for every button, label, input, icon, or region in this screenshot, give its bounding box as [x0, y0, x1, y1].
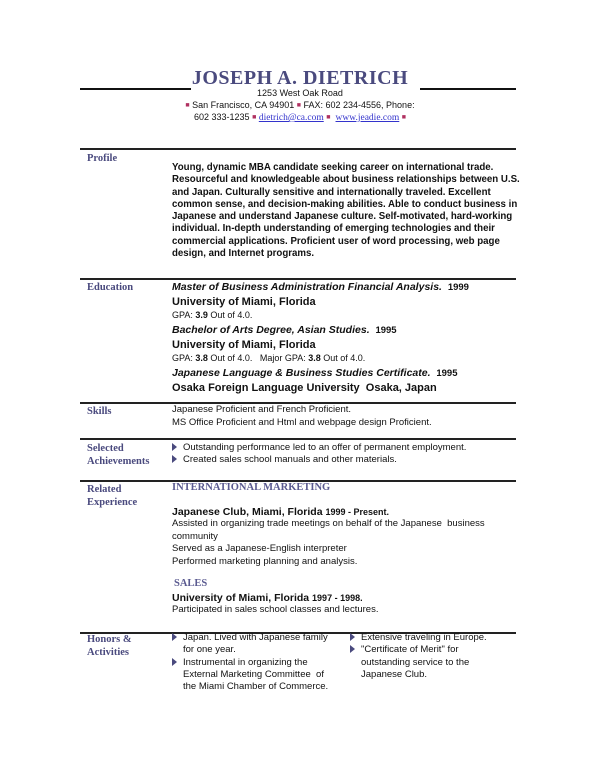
- triangle-bullet-icon: [172, 658, 177, 666]
- experience-line: Assisted in organizing trade meetings on behalf of the Japanese business: [172, 518, 485, 529]
- achievements-list: [172, 442, 466, 467]
- list-item-cont: External Marketing Committee of: [183, 668, 324, 680]
- triangle-bullet-icon: [350, 645, 355, 653]
- triangle-bullet-icon: [172, 443, 177, 451]
- profile-line: Japanese and understand Japanese culture. Self-motivated, hard-working: [172, 211, 513, 223]
- list-item-cont: for one year.: [183, 644, 236, 656]
- fax-phone: FAX: 602 234-4556, Phone:: [303, 100, 415, 110]
- degree: Bachelor of Arts Degree, Asian Studies. 1995: [172, 324, 397, 336]
- education-label: Education: [87, 282, 134, 293]
- profile-text: [172, 162, 520, 260]
- degree: Japanese Language & Business Studies Certificate. 1995: [172, 367, 458, 379]
- list-item: Extensive traveling in Europe.: [350, 632, 487, 644]
- profile-line: design, and Internet programs.: [172, 248, 315, 260]
- skill-line: MS Office Proficient and Html and webpage design Proficient.: [172, 416, 432, 428]
- list-item: Created sales school manuals and other materials.: [172, 454, 466, 466]
- triangle-bullet-icon: [172, 633, 177, 641]
- profile-line: and Japan. Culturally sensitive and internationally traveled. Excellent: [172, 186, 491, 198]
- gpa: GPA: 3.8 Out of 4.0. Major GPA: 3.8 Out of 4.0.: [172, 353, 366, 363]
- profile-label: Profile: [87, 153, 118, 164]
- skills-list: [172, 404, 432, 429]
- list-item: Outstanding performance led to an offer of permanent employment.: [172, 442, 466, 454]
- skills-label: Skills: [87, 406, 112, 417]
- triangle-bullet-icon: [172, 455, 177, 463]
- list-item-cont: the Miami Chamber of Commerce.: [183, 681, 329, 693]
- honors-col-2: [350, 632, 487, 681]
- address: 1253 West Oak Road: [257, 88, 343, 98]
- profile-line: Young, dynamic MBA candidate seeking career on international trade.: [172, 162, 494, 173]
- list-item: Instrumental in organizing the: [172, 657, 328, 669]
- skill-line: Japanese Proficient and French Proficient.: [172, 404, 352, 415]
- gpa: GPA: 3.9 Out of 4.0.: [172, 310, 253, 320]
- list-item-cont: Japanese Club.: [361, 668, 428, 680]
- degree: Master of Business Administration Financial Analysis. 1999: [172, 281, 469, 293]
- experience-label: Related Experience: [87, 484, 138, 508]
- list-item-cont: outstanding service to the: [361, 656, 470, 668]
- list-item: "Certificate of Merit" for: [350, 644, 487, 656]
- school: University of Miami, Florida: [172, 339, 316, 351]
- experience-list: [172, 482, 485, 617]
- candidate-name: JOSEPH A. DIETRICH: [191, 67, 409, 89]
- experience-line: community: [172, 530, 218, 542]
- triangle-bullet-icon: [350, 633, 355, 641]
- contact-line: ■ San Francisco, CA 94901 ■ FAX: 602 234-4556, Phone:: [185, 100, 415, 110]
- email-link[interactable]: dietrich@ca.com: [258, 113, 324, 123]
- experience-line: Served as a Japanese-English interpreter: [172, 543, 347, 554]
- section-rule: [80, 438, 516, 440]
- list-item: Japan. Lived with Japanese family: [172, 632, 328, 644]
- contact-line-2: 602 333-1235 ■ dietrich@ca.com ■ www.jeadie.com ■: [193, 112, 407, 123]
- website-link[interactable]: www.jeadie.com: [335, 113, 400, 123]
- experience-line: Performed marketing planning and analysis.: [172, 555, 358, 567]
- profile-line: individual. In-depth understanding of emerging technologies and their: [172, 223, 495, 235]
- achievements-label: Selected Achievements: [87, 443, 150, 467]
- school: Osaka Foreign Language University Osaka, Japan: [172, 382, 437, 394]
- experience-line: Participated in sales school classes and lectures.: [172, 604, 379, 615]
- experience-title: SALES: [174, 578, 208, 589]
- honors-col-1: [172, 632, 328, 693]
- profile-line: commercial applications. Proficient user of word processing, web page: [172, 235, 500, 247]
- city: San Francisco, CA 94901: [192, 100, 295, 110]
- profile-line: common sense, and decision-making abilities. Able to conduct business in: [172, 198, 518, 210]
- section-rule: [80, 148, 516, 150]
- education-list: [172, 280, 469, 395]
- experience-org: University of Miami, Florida 1997 - 1998.: [172, 591, 363, 604]
- experience-title: INTERNATIONAL MARKETING: [172, 482, 331, 493]
- phone: 602 333-1235: [193, 112, 250, 122]
- honors-label: Honors & Activities: [87, 634, 132, 658]
- school: University of Miami, Florida: [172, 296, 316, 308]
- experience-org: Japanese Club, Miami, Florida 1999 - Present.: [172, 505, 390, 518]
- profile-line: Resourceful and knowledgeable about business relationships between U.S.: [172, 174, 520, 186]
